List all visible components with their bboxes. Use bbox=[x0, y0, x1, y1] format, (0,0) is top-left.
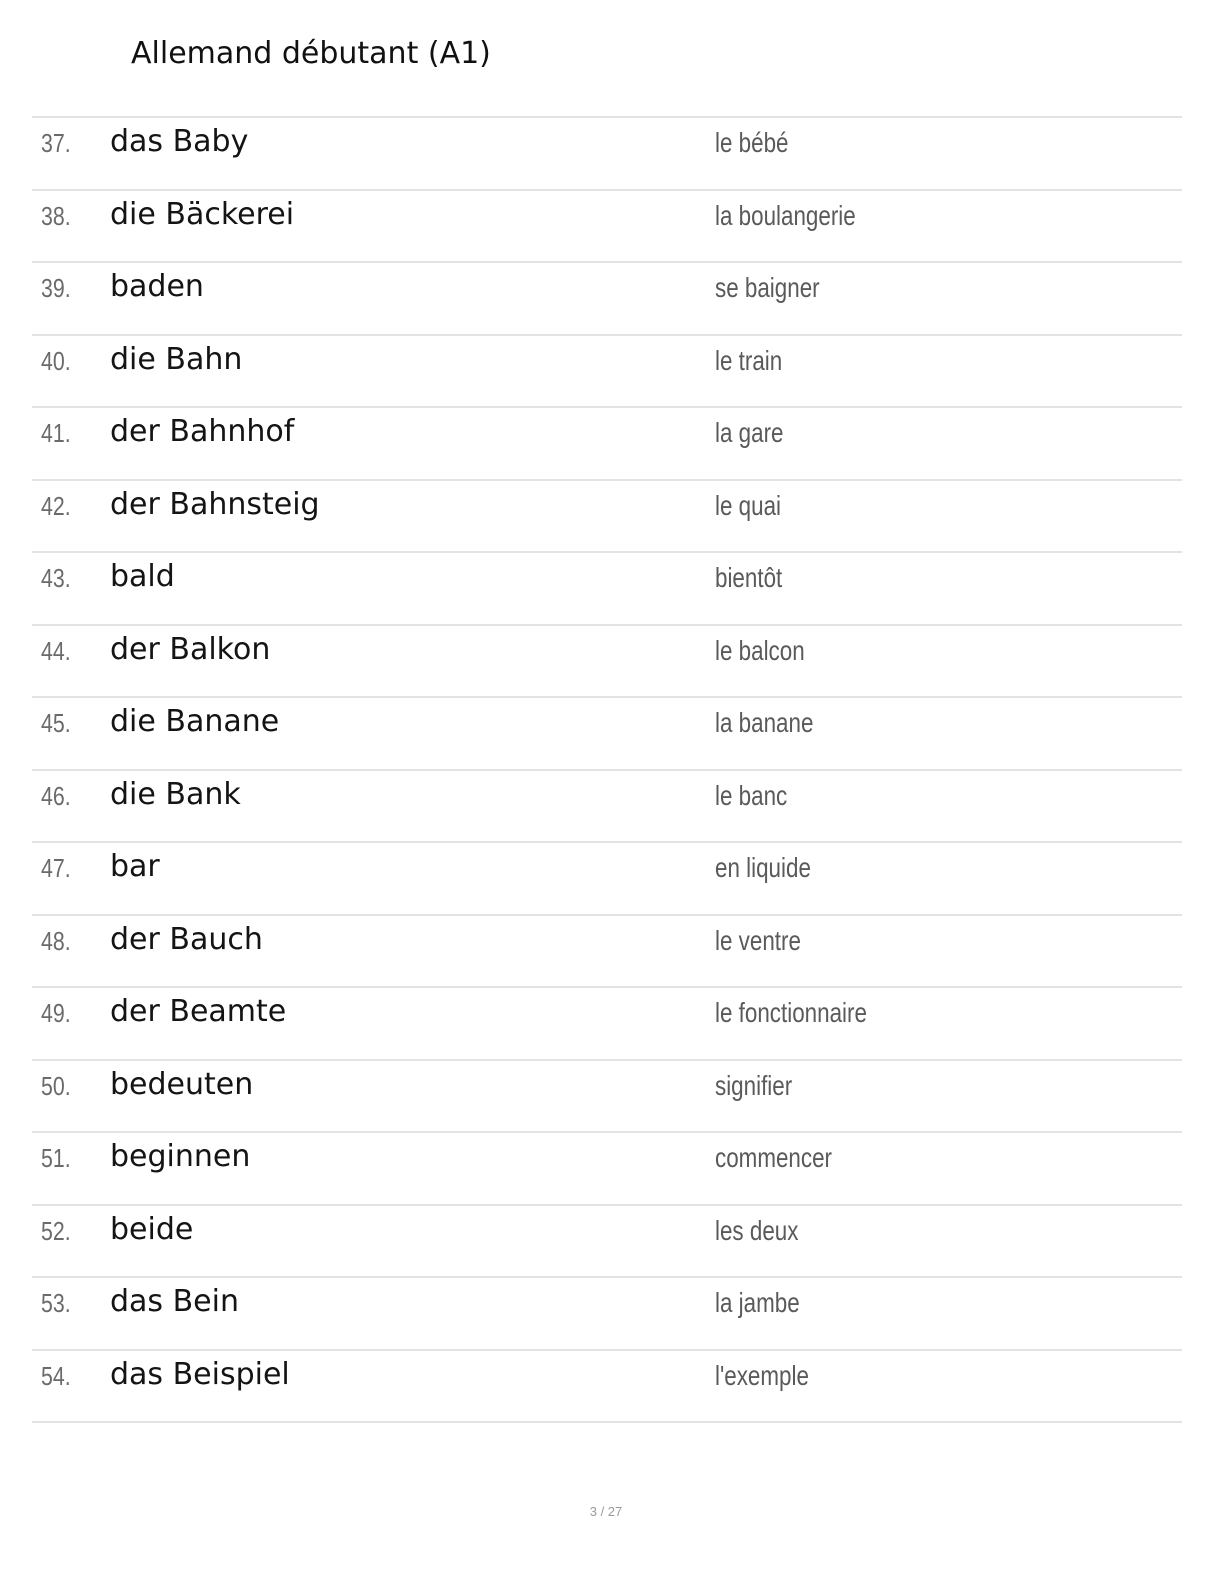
entry-number: 49. bbox=[41, 998, 71, 1028]
french-translation: le fonctionnaire bbox=[715, 997, 867, 1028]
vocab-row bbox=[32, 1206, 1182, 1279]
vocab-row bbox=[32, 916, 1182, 989]
entry-number: 47. bbox=[41, 853, 71, 883]
vocab-row bbox=[32, 988, 1182, 1061]
french-translation: se baigner bbox=[715, 272, 820, 303]
french-translation: la gare bbox=[715, 417, 784, 448]
entry-number: 46. bbox=[41, 780, 71, 811]
page-number: 3 / 27 bbox=[589, 1504, 623, 1519]
french-translation: le ventre bbox=[715, 924, 801, 956]
vocab-row bbox=[32, 336, 1182, 409]
french-translation: bientôt bbox=[715, 562, 783, 593]
french-translation: les deux bbox=[715, 1214, 799, 1246]
vocab-row bbox=[32, 481, 1182, 554]
vocab-row bbox=[32, 408, 1182, 481]
german-term: die Bahn bbox=[110, 341, 243, 377]
vocab-row bbox=[32, 263, 1182, 336]
french-translation: la banane bbox=[715, 707, 814, 738]
entry-number: 51. bbox=[41, 1143, 71, 1173]
vocab-row bbox=[32, 1061, 1182, 1134]
entry-number: 38. bbox=[41, 200, 71, 231]
vocabulary-table bbox=[32, 116, 1182, 1423]
vocab-row bbox=[32, 1278, 1182, 1351]
french-translation: commencer bbox=[715, 1142, 833, 1173]
entry-number: 53. bbox=[41, 1288, 71, 1318]
entry-number: 50. bbox=[41, 1070, 71, 1101]
german-term: die Banane bbox=[110, 704, 280, 739]
page-title: Allemand débutant (A1) bbox=[131, 36, 491, 71]
french-translation: la jambe bbox=[715, 1287, 800, 1318]
french-translation: la boulangerie bbox=[715, 199, 856, 231]
entry-number: 43. bbox=[41, 563, 71, 593]
french-translation: l'exemple bbox=[715, 1359, 809, 1391]
vocab-row bbox=[32, 626, 1182, 699]
vocab-row bbox=[32, 553, 1182, 626]
german-term: beginnen bbox=[110, 1139, 251, 1174]
french-translation: le banc bbox=[715, 779, 788, 811]
french-translation: le bébé bbox=[715, 127, 789, 158]
german-term: der Bahnhof bbox=[110, 414, 295, 449]
german-term: bar bbox=[110, 849, 160, 884]
vocab-row bbox=[32, 1351, 1182, 1424]
entry-number: 52. bbox=[41, 1215, 71, 1246]
german-term: der Balkon bbox=[110, 631, 271, 667]
vocab-row bbox=[32, 698, 1182, 771]
french-translation: le balcon bbox=[715, 634, 805, 666]
german-term: der Bahnsteig bbox=[110, 486, 320, 522]
german-term: beide bbox=[110, 1211, 194, 1247]
entry-number: 37. bbox=[41, 128, 71, 158]
french-translation: le quai bbox=[715, 489, 782, 521]
german-term: der Beamte bbox=[110, 994, 287, 1029]
entry-number: 42. bbox=[41, 490, 71, 521]
german-term: baden bbox=[110, 269, 204, 304]
vocab-row bbox=[32, 1133, 1182, 1206]
vocab-row bbox=[32, 771, 1182, 844]
entry-number: 45. bbox=[41, 708, 71, 738]
entry-number: 48. bbox=[41, 925, 71, 956]
german-term: die Bäckerei bbox=[110, 196, 295, 232]
entry-number: 41. bbox=[41, 418, 71, 448]
vocab-row bbox=[32, 118, 1182, 191]
entry-number: 40. bbox=[41, 345, 71, 376]
german-term: das Bein bbox=[110, 1284, 239, 1319]
german-term: bald bbox=[110, 559, 175, 594]
entry-number: 39. bbox=[41, 273, 71, 303]
vocab-row bbox=[32, 191, 1182, 264]
entry-number: 44. bbox=[41, 635, 71, 666]
german-term: der Bauch bbox=[110, 921, 263, 957]
vocab-row bbox=[32, 843, 1182, 916]
french-translation: signifier bbox=[715, 1069, 793, 1101]
french-translation: le train bbox=[715, 344, 783, 376]
german-term: das Baby bbox=[110, 124, 249, 159]
french-translation: en liquide bbox=[715, 852, 811, 883]
entry-number: 54. bbox=[41, 1360, 71, 1391]
german-term: die Bank bbox=[110, 776, 241, 812]
german-term: das Beispiel bbox=[110, 1356, 290, 1392]
german-term: bedeuten bbox=[110, 1066, 254, 1102]
